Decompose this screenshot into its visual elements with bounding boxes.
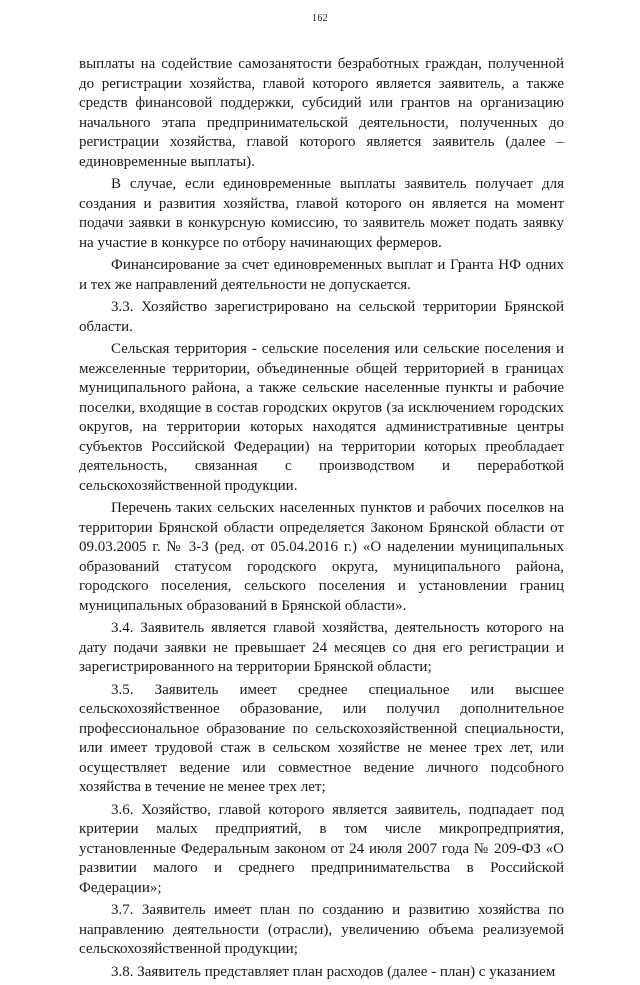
- clause-3-6: 3.6. Хозяйство, главой которого является заявитель, подпадает под критерии малых предприятий, в том числе микропредприятия, установленные Федеральным законом от 24 июля 2007 года № 209-ФЗ «О развитии малого и среднего предпринимательства в Российской Федерации»;: [79, 801, 564, 896]
- page-number: 162: [312, 13, 328, 24]
- paragraph: Сельская территория - сельские поселения или сельские поселения и межселенные территории, объединенные общей территорией в границах муниципального района, а также сельские населенные пункты и рабочие поселки, входящие в состав городских округов (за исключением городских округов, на территории которых находятся административные центры субъектов Российской Федерации) на территории которых преобладает деятельность, связанная с производством и переработкой сельскохозяйственной продукции.: [79, 341, 564, 494]
- paragraph-continuation: выплаты на содействие самозанятости безработных граждан, полученной до регистрации хозяйства, главой которого является заявитель, а также средств финансовой поддержки, субсидий или грантов на организацию начального этапа предпринимательской деятельности, полученных до регистрации хозяйства, главой которого является заявитель (далее – единовременные выплаты).: [79, 56, 564, 170]
- paragraph: Перечень таких сельских населенных пунктов и рабочих поселков на территории Брянской области определяется Законом Брянской области от 09.03.2005 г. № 3-З (ред. от 05.04.2016 г.) «О наделении муниципальных образований статусом городского округа, муниципального района, городского поселения, сельского поселения и установлении границ муниципальных образований в Брянской области».: [79, 500, 564, 614]
- document-body: [79, 55, 564, 985]
- paragraph: Финансирование за счет единовременных выплат и Гранта НФ одних и тех же направлений деятельности не допускается.: [79, 257, 564, 293]
- clause-3-8: 3.8. Заявитель представляет план расходов (далее - план) с указанием: [111, 963, 556, 980]
- paragraph: В случае, если единовременные выплаты заявитель получает для создания и развития хозяйства, главой которого он является на момент подачи заявки в конкурсную комиссию, то заявитель может подать заявку на участие в конкурсе по отбору начинающих фермеров.: [79, 176, 564, 251]
- clause-3-3: 3.3. Хозяйство зарегистрировано на сельской территории Брянской области.: [79, 299, 564, 335]
- clause-3-5: 3.5. Заявитель имеет среднее специальное или высшее сельскохозяйственное образование, или получил дополнительное профессиональное образование по сельскохозяйственной специальности, или имеет трудовой стаж в сельском хозяйстве не менее трех лет, или осуществляет ведение или совместное ведение личного подсобного хозяйства в течение не менее трех лет;: [79, 681, 564, 795]
- clause-3-7: 3.7. Заявитель имеет план по созданию и развитию хозяйства по направлению деятельности (отрасли), увеличению объема реализуемой сельскохозяйственной продукции;: [79, 902, 564, 957]
- clause-3-4: 3.4. Заявитель является главой хозяйства, деятельность которого на дату подачи заявки не превышает 24 месяцев со дня его регистрации и зарегистрированного на территории Брянской области;: [79, 620, 564, 675]
